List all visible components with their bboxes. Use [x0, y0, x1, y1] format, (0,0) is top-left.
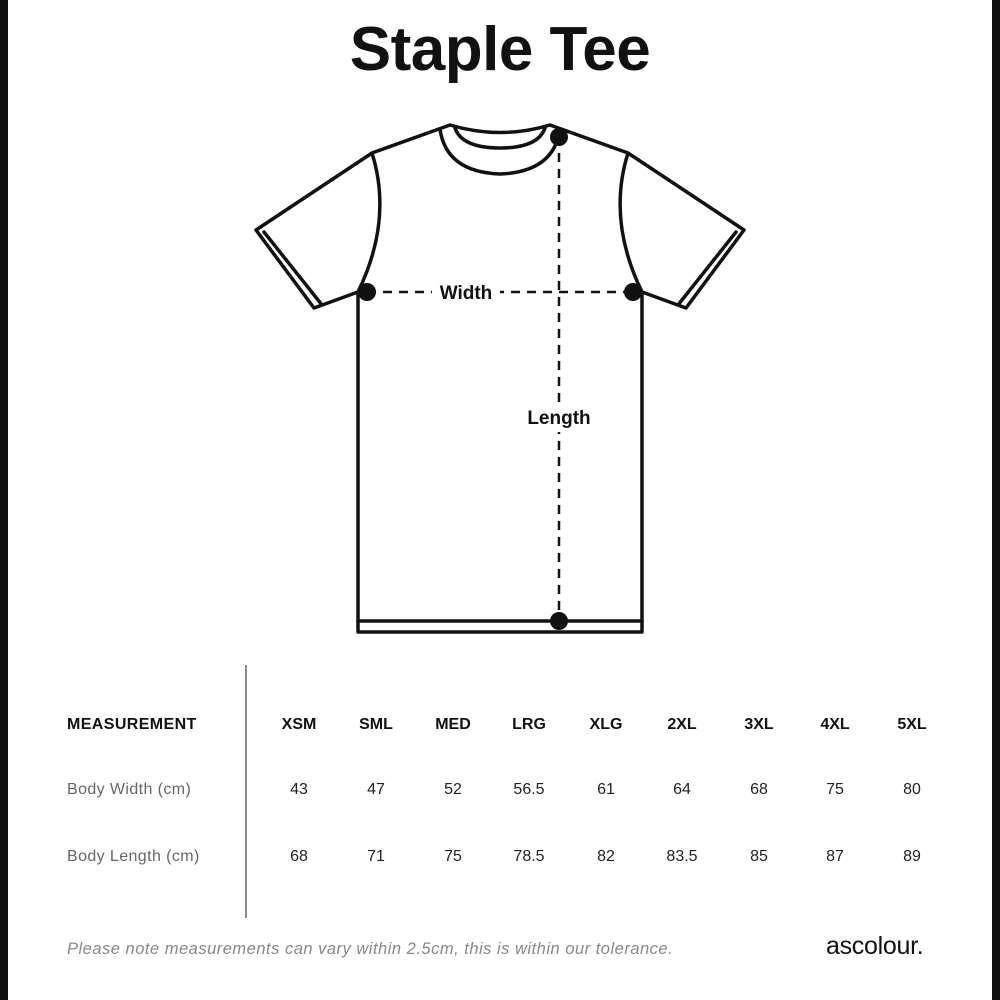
length-value: 87	[826, 848, 844, 865]
length-value: 85	[750, 848, 768, 865]
size-header: XSM	[281, 716, 317, 733]
width-value: 43	[290, 781, 308, 798]
measurement-header: MEASUREMENT	[67, 716, 197, 733]
width-value: 64	[673, 781, 691, 798]
width-value: 80	[903, 781, 921, 798]
width-point-right	[624, 283, 642, 301]
size-header: XLG	[589, 716, 623, 733]
length-value: 83.5	[666, 848, 698, 865]
tee-left-cuff	[264, 232, 322, 305]
width-label: Width	[439, 283, 493, 304]
brand-logo: ascolour.	[826, 932, 924, 960]
length-value: 71	[367, 848, 385, 865]
size-header: 5XL	[897, 716, 927, 733]
length-label: Length	[527, 408, 591, 429]
size-header: SML	[359, 716, 393, 733]
size-header: 4XL	[820, 716, 850, 733]
width-value: 61	[597, 781, 615, 798]
length-point-bottom	[550, 612, 568, 630]
length-value: 68	[290, 848, 308, 865]
body-width-label: Body Width (cm)	[67, 781, 192, 798]
product-title: Staple Tee	[349, 15, 651, 84]
table-divider	[245, 665, 247, 918]
tee-right-armhole	[620, 153, 642, 292]
size-header: LRG	[512, 716, 546, 733]
tee-outline	[256, 125, 744, 632]
width-value: 52	[444, 781, 462, 798]
size-header: 3XL	[744, 716, 774, 733]
width-point-left	[358, 283, 376, 301]
tee-left-armhole	[358, 153, 380, 292]
length-value: 82	[597, 848, 615, 865]
length-value: 78.5	[513, 848, 545, 865]
size-header: 2XL	[667, 716, 697, 733]
body-length-label: Body Length (cm)	[67, 848, 200, 865]
length-value: 89	[903, 848, 921, 865]
width-value: 47	[367, 781, 385, 798]
length-value: 75	[444, 848, 462, 865]
size-header: MED	[435, 716, 471, 733]
width-value: 75	[826, 781, 844, 798]
tee-right-cuff	[678, 232, 736, 305]
tolerance-note: Please note measurements can vary within 2.5cm, this is within our tolerance.	[67, 940, 674, 958]
length-point-top	[550, 128, 568, 146]
width-value: 68	[750, 781, 768, 798]
width-value: 56.5	[513, 781, 545, 798]
